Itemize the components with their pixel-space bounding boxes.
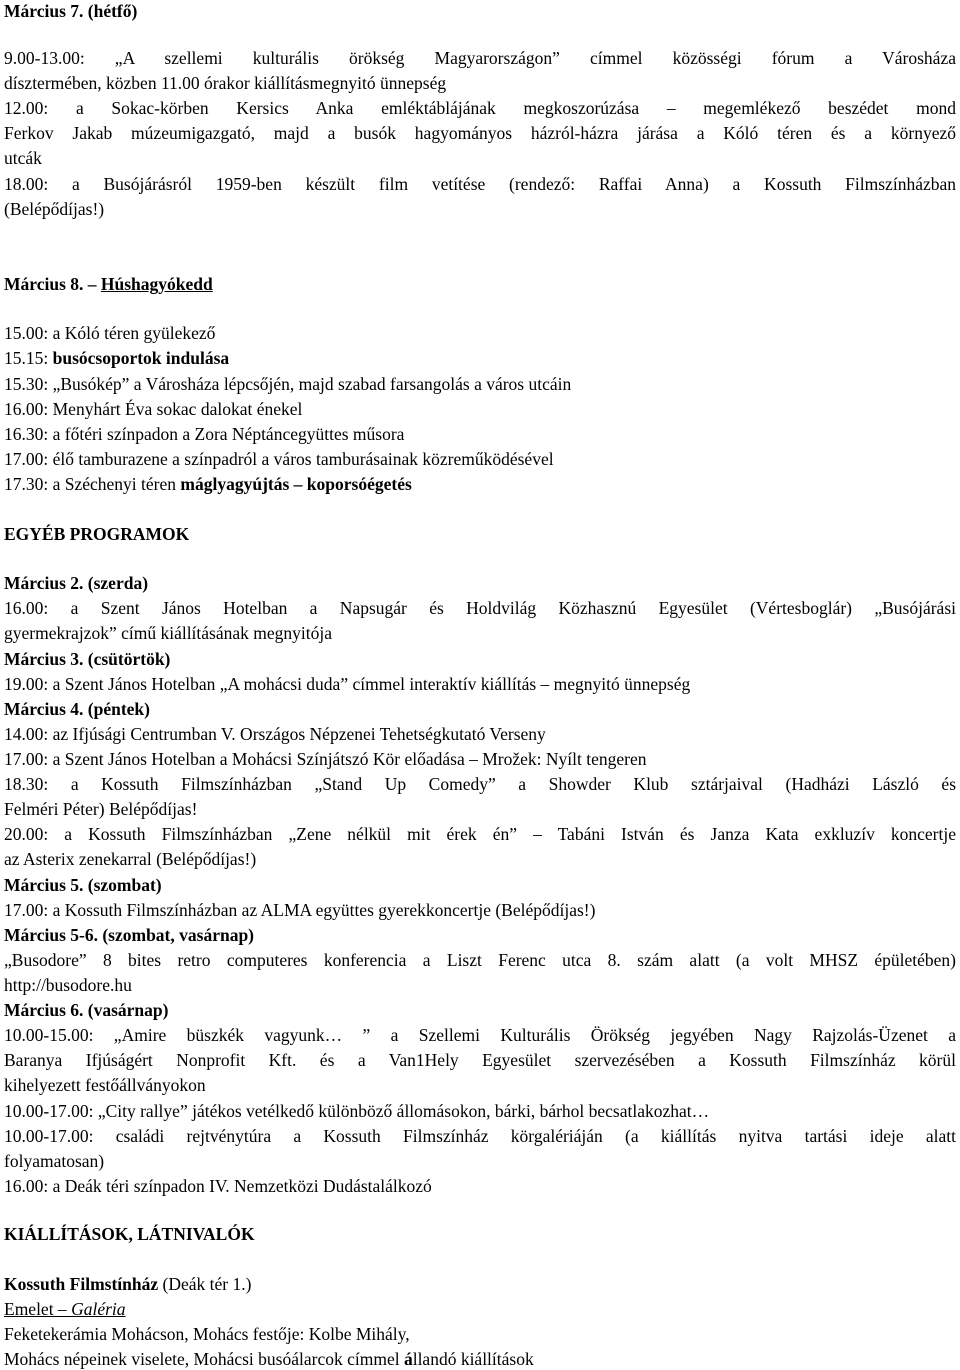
march6-event-3-line-2: folyamatosan) xyxy=(4,1151,105,1171)
march4-event-3-line-1: 18.30: a Kossuth Filmszínházban „Stand Up Comedy” a Showder Klub sztárjaival (Hadházi László és xyxy=(4,774,956,794)
march6-event-4: 16.00: a Deák téri színpadon IV. Nemzetközi Dudástalálkozó xyxy=(4,1176,432,1196)
march5-heading: Március 5. (szombat) xyxy=(4,875,162,895)
march4-event-4-line-2: az Asterix zenekarral (Belépődíjas!) xyxy=(4,849,257,869)
march8-event-2-text: busócsoportok indulása xyxy=(52,348,230,368)
march7-event-1-line-1: 9.00-13.00: „A szellemi kulturális örökség Magyarországon” címmel közösségi fórum a Városháza xyxy=(4,48,956,68)
exhibition-floor-label: Emelet – xyxy=(4,1299,72,1319)
march7-event-2-line-1: 12.00: a Sokac-körben Kersics Anka emléktáblájának megkoszorúzása – megemlékező beszédet mond xyxy=(4,98,956,118)
exhibition-line-2-text: Mohács népeinek viselete, Mohácsi busóálarcok címmel xyxy=(4,1349,404,1369)
march6-event-3-line-1: 10.00-17.00: családi rejtvénytúra a Kossuth Filmszínház körgalériáján (a kiállítás nyitva tartási ideje alatt xyxy=(4,1126,956,1146)
march8-event-7 xyxy=(4,473,956,495)
march6-event-2: 10.00-17.00: „City rallye” játékos vetélkedő különböző állomásokon, bárki, bárhol becsatlakozhat… xyxy=(4,1101,710,1121)
exhibition-venue-name: Kossuth Filmstínház xyxy=(4,1274,159,1294)
exhibition-venue xyxy=(4,1273,956,1295)
march8-event-2-time: 15.15: xyxy=(4,348,53,368)
march8-heading-title: Húshagyókedd xyxy=(100,274,213,294)
march4-event-1: 14.00: az Ifjúsági Centrumban V. Országos Népzenei Tehetségkutató Verseny xyxy=(4,724,546,744)
march5-event-1: 17.00: a Kossuth Filmszínházban az ALMA együttes gyerekkoncertje (Belépődíjas!) xyxy=(4,900,596,920)
march4-event-4-line-1: 20.00: a Kossuth Filmszínházban „Zene nélkül mit érek én” – Tabáni István és Janza Kata exkluzív koncertje xyxy=(4,824,956,844)
march8-event-1: 15.00: a Kóló téren gyülekező xyxy=(4,323,216,343)
march8-event-5: 16.30: a főtéri színpadon a Zora Néptáncegyüttes műsora xyxy=(4,424,405,444)
exhibition-line-1: Feketekerámia Mohácson, Mohács festője: Kolbe Mihály, xyxy=(4,1324,410,1344)
exhibition-line-2-bold-letter: á xyxy=(403,1349,413,1369)
other-programs-heading: EGYÉB PROGRAMOK xyxy=(4,524,190,544)
march7-event-3-line-2: (Belépődíjas!) xyxy=(4,199,105,219)
exhibitions-heading: KIÁLLÍTÁSOK, LÁTNIVALÓK xyxy=(4,1224,255,1244)
march2-event-line-1: 16.00: a Szent János Hotelban a Napsugár és Holdvilág Közhasznú Egyesület (Vértesboglár) „Busójárási xyxy=(4,598,956,618)
march8-event-2 xyxy=(4,347,956,369)
march2-heading: Március 2. (szerda) xyxy=(4,573,149,593)
march3-heading: Március 3. (csütörtök) xyxy=(4,649,171,669)
march7-heading: Március 7. (hétfő) xyxy=(4,1,138,21)
march8-event-4: 16.00: Menyhárt Éva sokac dalokat énekel xyxy=(4,399,303,419)
exhibition-line-2 xyxy=(4,1348,956,1370)
exhibition-line-2-end: llandó kiállítások xyxy=(412,1349,534,1369)
march7-event-2-line-2: Ferkov Jakab múzeumigazgató, majd a busók hagyományos házról-házra járása a Kóló téren és a környező xyxy=(4,123,956,143)
march6-event-1-line-3: kihelyezett festőállványokon xyxy=(4,1075,206,1095)
exhibition-floor xyxy=(4,1298,956,1320)
march7-event-2-line-3: utcák xyxy=(4,148,42,168)
march8-event-6: 17.00: élő tamburazene a színpadról a város tamburásainak közreműködésével xyxy=(4,449,554,469)
march2-event-line-2: gyermekrajzok” című kiállításának megnyitója xyxy=(4,623,333,643)
march4-event-2: 17.00: a Szent János Hotelban a Mohácsi Színjátszó Kör előadása – Mrožek: Nyílt tengeren xyxy=(4,749,647,769)
march8-event-3: 15.30: „Busókép” a Városháza lépcsőjén, majd szabad farsangolás a város utcáin xyxy=(4,374,572,394)
march8-event-7-highlight: máglyagyújtás – koporsóégetés xyxy=(180,474,412,494)
march6-heading: Március 6. (vasárnap) xyxy=(4,1000,169,1020)
march8-heading-date: Március 8. – xyxy=(4,274,101,294)
march7-event-1-line-2: dísztermében, közben 11.00 órakor kiállításmegnyitó ünnepség xyxy=(4,73,447,93)
march8-event-7-text: 17.30: a Széchenyi téren xyxy=(4,474,181,494)
march6-event-1-line-2: Baranya Ifjúságért Nonprofit Kft. és a Van1Hely Egyesület szervezésében a Kossuth Filmszínház körül xyxy=(4,1050,956,1070)
march5-6-event-line-1: „Busodore” 8 bites retro computeres konferencia a Liszt Ferenc utca 8. szám alatt (a volt MHSZ épületében) xyxy=(4,950,956,970)
march8-heading xyxy=(4,273,956,295)
march5-6-event-link[interactable]: http://busodore.hu xyxy=(4,975,132,995)
exhibition-venue-address: (Deák tér 1.) xyxy=(158,1274,252,1294)
march7-event-3-line-1: 18.00: a Busójárásról 1959-ben készült film vetítése (rendező: Raffai Anna) a Kossuth Filmszínházban xyxy=(4,174,956,194)
march4-event-3-line-2: Felméri Péter) Belépődíjas! xyxy=(4,799,198,819)
march3-event: 19.00: a Szent János Hotelban „A mohácsi duda” címmel interaktív kiállítás – megnyitó ünnepség xyxy=(4,674,691,694)
march6-event-1-line-1: 10.00-15.00: „Amire büszkék vagyunk… ” a Szellemi Kulturális Örökség jegyében Nagy Rajzolás-Üzenet a xyxy=(4,1025,956,1045)
march5-6-heading: Március 5-6. (szombat, vasárnap) xyxy=(4,925,255,945)
exhibition-floor-gallery: Galéria xyxy=(71,1299,126,1319)
march4-heading: Március 4. (péntek) xyxy=(4,699,150,719)
